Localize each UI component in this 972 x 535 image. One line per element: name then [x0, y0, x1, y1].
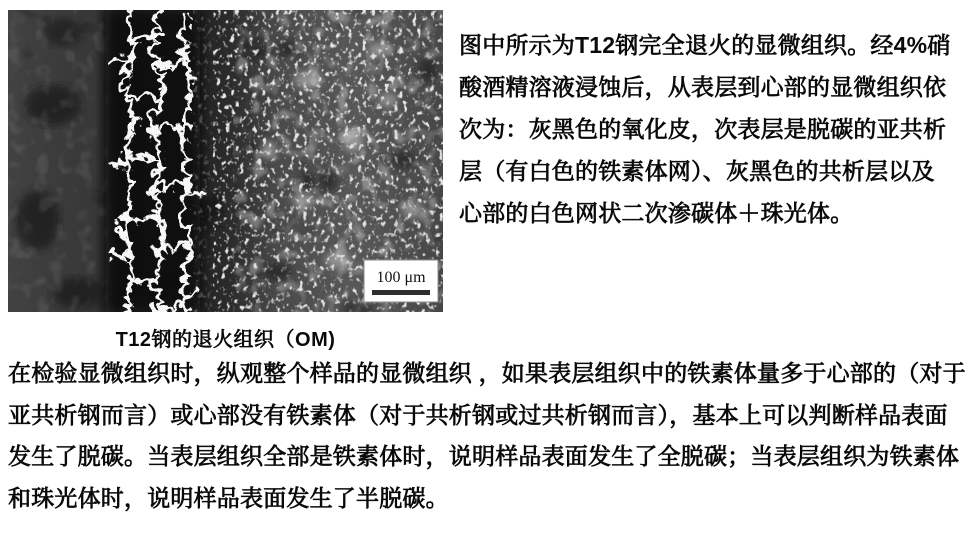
analysis-paragraph	[8, 353, 968, 519]
analysis-line-2: 亚共析钢而言）或心部没有铁素体（对于共析钢或过共析钢而言），基本上可以判断样品表面	[8, 401, 948, 428]
oxide-layer-region	[8, 10, 108, 312]
analysis-line-3: 发生了脱碳。当表层组织全部是铁素体时，说明样品表面发生了全脱碳；当表层组织为铁素体	[8, 443, 960, 469]
scale-bar-label: 100 μm	[376, 269, 426, 286]
figure-caption: T12钢的退火组织（OM)	[115, 329, 336, 351]
description-line-5: 心部的白色网状二次渗碳体＋珠光体。	[459, 200, 854, 226]
description-line-1: 图中所示为T12钢完全退火的显微组织。经4%硝	[459, 32, 951, 58]
description-line-4: 层（有白色的铁素体网）、灰黑色的共析层以及	[459, 158, 935, 184]
description-paragraph	[459, 24, 971, 234]
scale-bar	[364, 260, 438, 302]
description-line-3: 次为：灰黑色的氧化皮，次表层是脱碳的亚共析	[459, 116, 947, 142]
figure-block	[8, 10, 443, 352]
analysis-line-4: 和珠光体时，说明样品表面发生了半脱碳。	[8, 484, 449, 511]
description-line-2: 酸酒精溶液浸蚀后，从表层到心部的显微组织依	[459, 74, 947, 100]
micrograph-image	[8, 10, 443, 312]
analysis-line-1: 在检验显微组织时，纵观整个样品的显微组织 ，如果表层组织中的铁素体量多于心部的（对于	[8, 360, 966, 386]
